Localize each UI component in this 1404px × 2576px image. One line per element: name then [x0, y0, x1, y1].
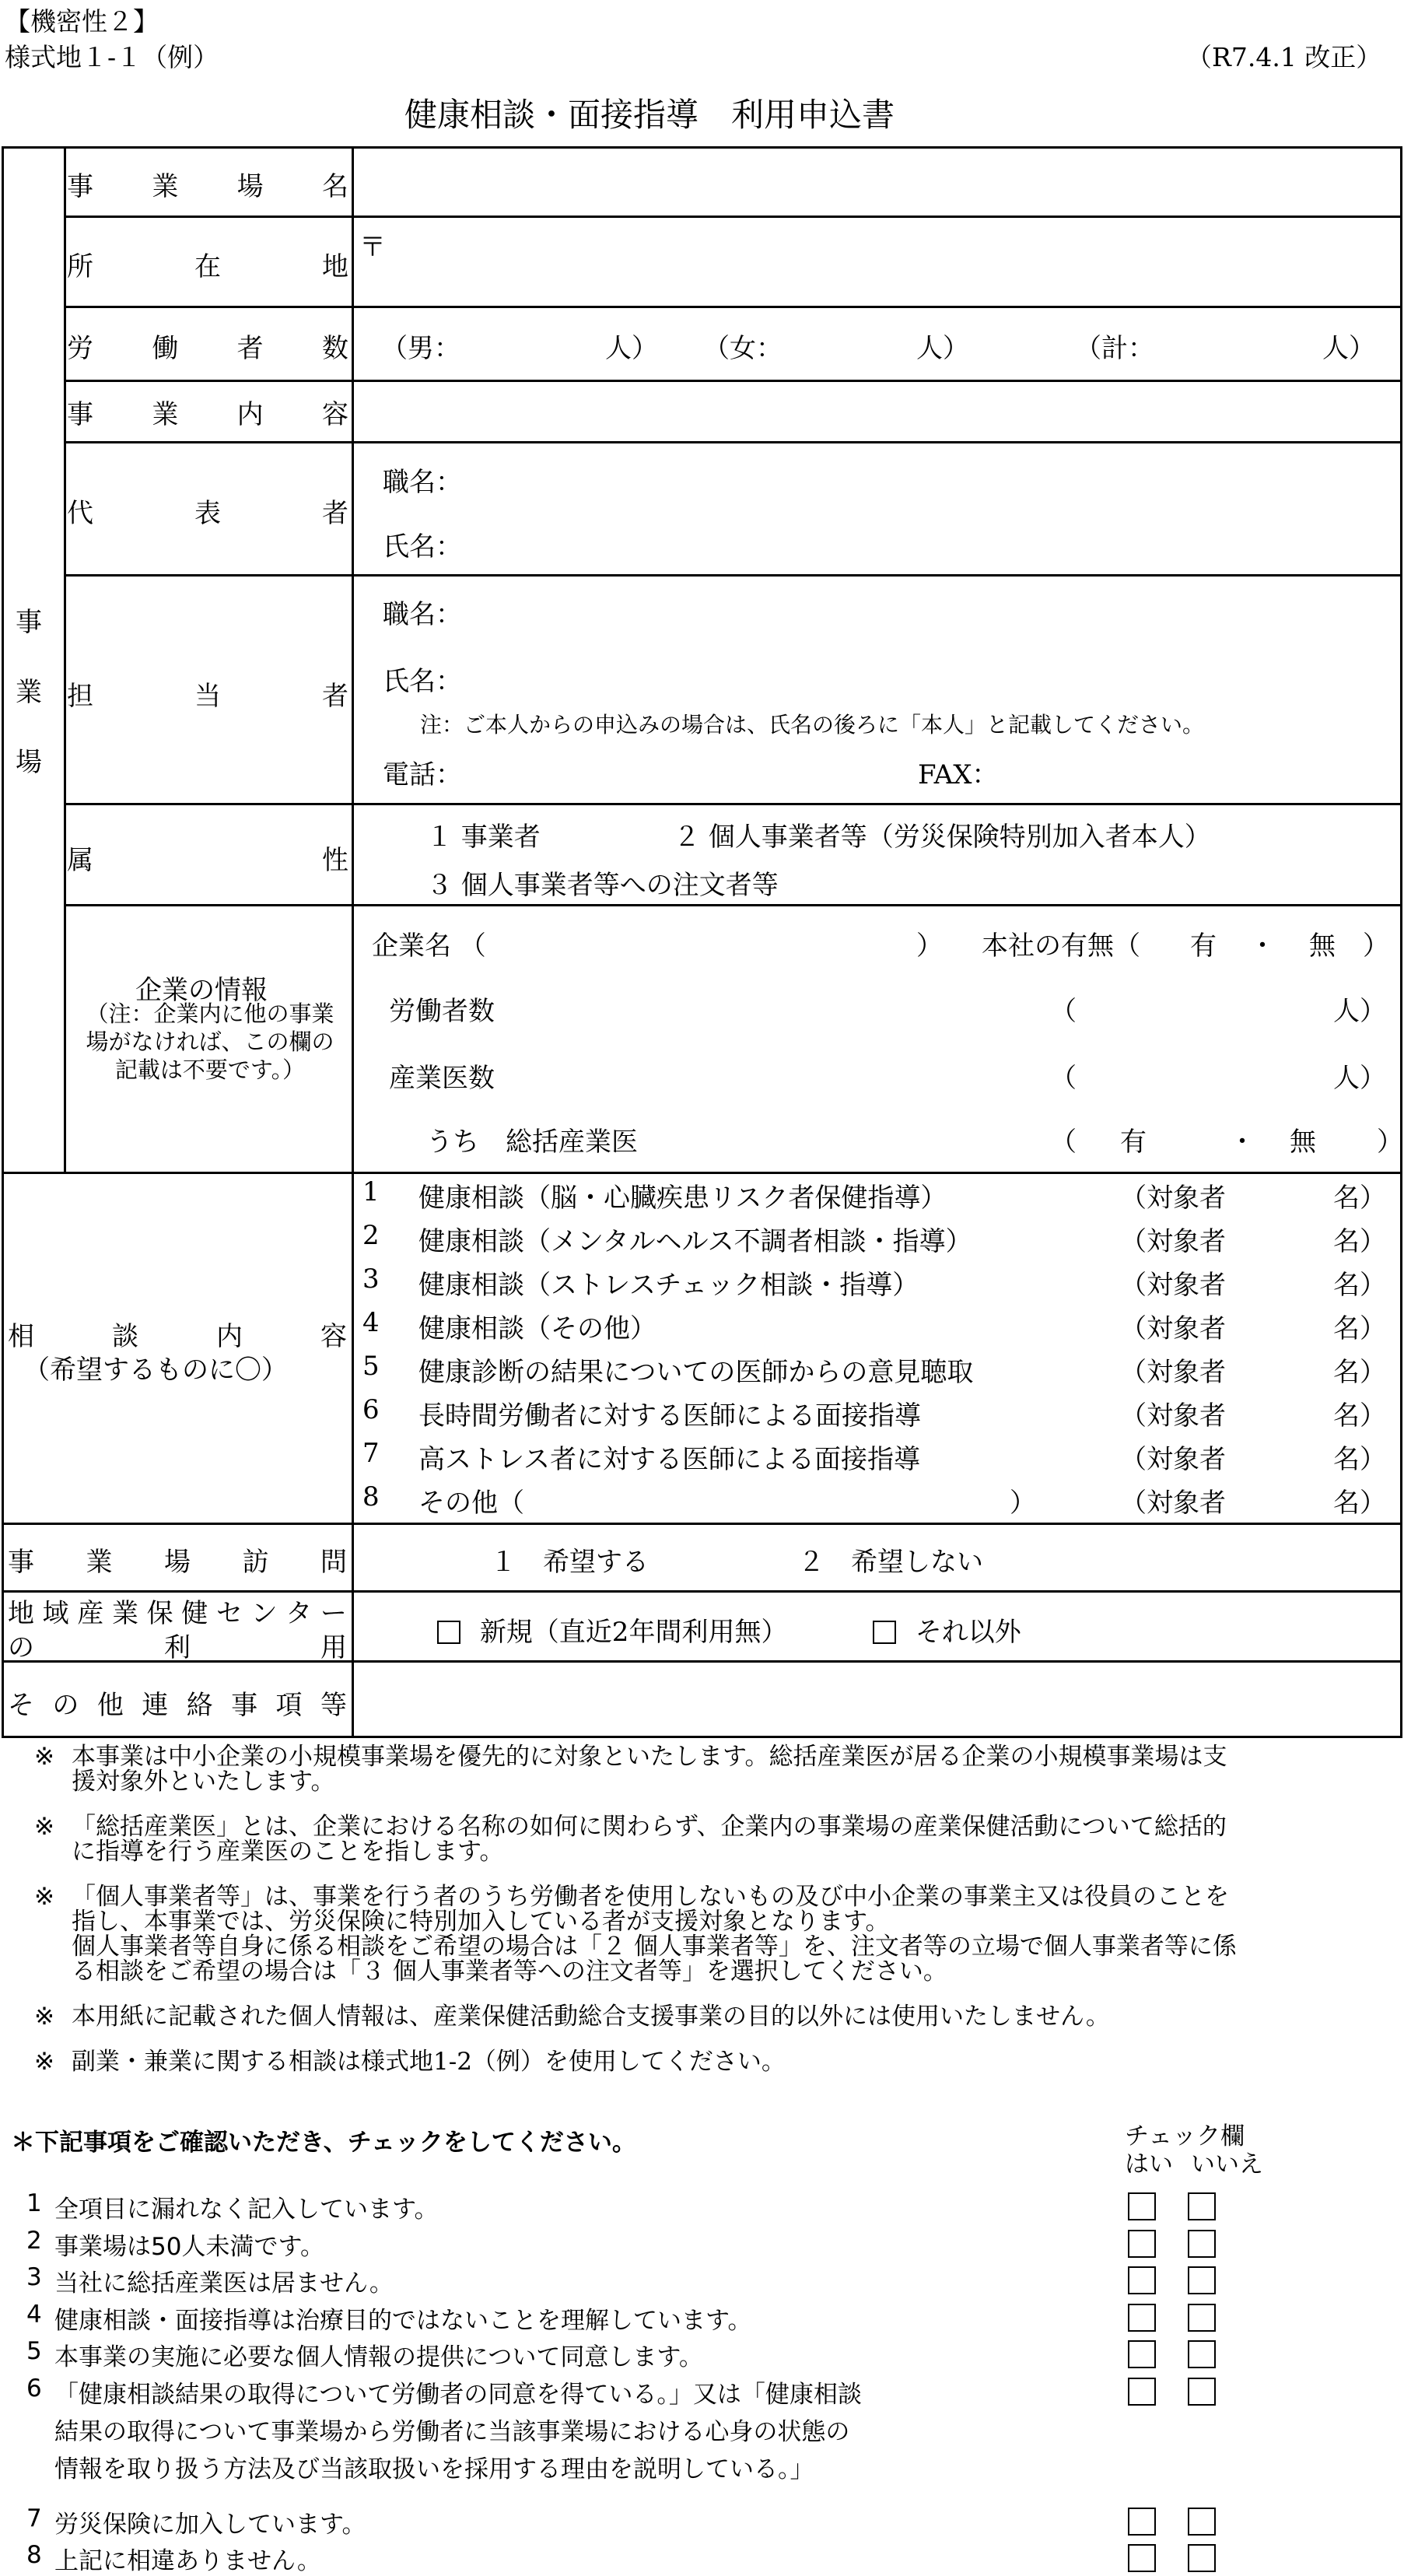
workers-label: 労 働 者 数 [67, 333, 348, 364]
checklist-no-checkbox[interactable] [1188, 2544, 1216, 2572]
checklist-item-number: 8 [26, 2541, 42, 2569]
consult-label: 相 談 内 容 [8, 1321, 347, 1352]
general-doctor-dot: ・ [1229, 1127, 1255, 1158]
checklist-item-number: 5 [26, 2337, 42, 2365]
workers-total-unit: 人） [1322, 333, 1375, 364]
contact-tel-field[interactable]: 電話： [383, 759, 462, 790]
consult-target-count[interactable]: （対象者 [1120, 1400, 1226, 1432]
checklist-no-checkbox[interactable] [1188, 2304, 1216, 2332]
general-doctor-close: ） [1377, 1127, 1403, 1158]
consult-target-count[interactable]: （対象者 [1120, 1488, 1226, 1519]
checklist-item-number: 1 [26, 2189, 42, 2217]
checkbox-other[interactable] [873, 1621, 896, 1644]
consult-item-number: 4 [362, 1307, 380, 1338]
consult-item-number: 1 [362, 1176, 380, 1207]
note-mark: ※ [34, 1743, 54, 1771]
general-doctor-open: （ [1050, 1127, 1077, 1158]
consult-target-count[interactable]: （対象者 [1120, 1313, 1226, 1344]
checklist-item-number: 6 [26, 2374, 42, 2403]
checklist-item-number: 7 [26, 2504, 42, 2532]
checklist-item-number: 2 [26, 2227, 42, 2255]
consult-item-text[interactable]: 長時間労働者に対する医師による面接指導 [418, 1400, 921, 1432]
hq-no-option[interactable]: 無 [1309, 931, 1336, 962]
business-field[interactable] [355, 383, 1399, 440]
workers-male[interactable]: （男： [381, 333, 460, 364]
workplace-name-field[interactable] [355, 149, 1399, 215]
note-mark: ※ [34, 1813, 54, 1841]
attribute-option-3[interactable]: ３ 個人事業者等への注文者等 [426, 870, 779, 901]
consult-item-text[interactable]: 健康診断の結果についての医師からの意見聴取 [418, 1357, 974, 1388]
consult-item-text[interactable]: 健康相談（ストレスチェック相談・指導） [418, 1270, 919, 1301]
checklist-yes-checkbox[interactable] [1128, 2192, 1156, 2220]
workers-female-unit: 人） [916, 333, 969, 364]
consult-target-unit: 名） [1333, 1357, 1386, 1388]
consult-target-unit: 名） [1333, 1183, 1386, 1214]
checklist-item-text: 本事業の実施に必要な個人情報の提供について同意します。 [54, 2343, 703, 2371]
hq-close: ） [1363, 931, 1389, 962]
checklist-item-text: 労災保険に加入しています。 [54, 2511, 366, 2539]
business-label: 事 業 内 容 [67, 399, 348, 430]
consult-target-unit: 名） [1333, 1313, 1386, 1344]
other-contact-field[interactable] [355, 1663, 1399, 1735]
checklist-item-number: 3 [26, 2263, 42, 2291]
consult-item-text[interactable]: 高ストレス者に対する医師による面接指導 [418, 1444, 920, 1475]
page-title: 健康相談・面接指導 利用申込書 [404, 96, 895, 134]
checklist-no-checkbox[interactable] [1188, 2508, 1216, 2536]
note-mark: ※ [34, 1883, 54, 1911]
corp-doctor-open: （ [1050, 1063, 1077, 1094]
note-line: に指導を行う産業医のことを指します。 [72, 1838, 504, 1866]
contact-person-label: 担 当 者 [67, 681, 348, 712]
consult-item-number: 2 [362, 1220, 380, 1251]
workplace-name-label: 事 業 場 名 [67, 171, 348, 202]
center-label-line2: の 利 用 [8, 1632, 347, 1663]
consult-target-unit: 名） [1333, 1400, 1386, 1432]
consult-item-number: 3 [362, 1263, 380, 1295]
checklist-yes-checkbox[interactable] [1128, 2544, 1156, 2572]
consult-target-unit: 名） [1333, 1488, 1386, 1519]
corp-workers-open: （ [1050, 996, 1077, 1027]
checklist-no-checkbox[interactable] [1188, 2378, 1216, 2406]
consult-item-number: 7 [362, 1438, 380, 1469]
rep-name-field[interactable]: 氏名： [383, 531, 462, 563]
checklist-yes-checkbox[interactable] [1128, 2378, 1156, 2406]
contact-fax-field[interactable]: FAX： [918, 759, 999, 790]
center-new-option[interactable]: 新規（直近2年間利用無） [437, 1610, 787, 1649]
revision-label: （R7.4.1 改正） [1186, 42, 1382, 72]
consult-item-text[interactable]: 健康相談（メンタルヘルス不調者相談・指導） [418, 1226, 972, 1257]
checklist-col-title: チェック欄 [1125, 2122, 1245, 2150]
corp-name-field[interactable]: 企業名 （ [372, 931, 486, 962]
workers-total[interactable]: （計： [1075, 333, 1154, 364]
contact-name-field[interactable]: 氏名： [383, 666, 462, 697]
consult-item-number: 6 [362, 1394, 380, 1425]
contact-note: 注：ご本人からの申込みの場合は、氏名の後ろに「本人」と記載してください。 [420, 712, 1205, 738]
workers-male-unit: 人） [605, 333, 658, 364]
consult-target-unit: 名） [1333, 1270, 1386, 1301]
other-contact-label: そ の 他 連 絡 事 項 等 [8, 1690, 347, 1721]
consult-item-number: 8 [362, 1481, 380, 1512]
hq-label: 本社の有無（ [982, 931, 1140, 962]
corp-info-note: （注：企業内に他の事業場がなければ、この欄の記載は不要です。） [86, 1001, 334, 1083]
center-other-option[interactable]: それ以外 [873, 1610, 1021, 1649]
checklist-yes-header: はい [1125, 2150, 1173, 2178]
checklist-yes-checkbox[interactable] [1128, 2340, 1156, 2368]
consult-other-close: ） [1010, 1488, 1036, 1519]
checklist-item-text: 上記に相違ありません。 [54, 2547, 321, 2575]
note-line: 本用紙に記載された個人情報は、産業保健活動総合支援事業の目的以外には使用いたしません。 [72, 2003, 1110, 2031]
form-id: 様式地１-１（例） [5, 42, 219, 72]
consult-item-text[interactable]: その他（ [418, 1488, 524, 1519]
attribute-option-1[interactable]: １ 事業者 [426, 822, 541, 853]
visit-option-1[interactable]: １ 希望する [490, 1547, 649, 1578]
checklist-item-text: 事業場は50人未満です。 [54, 2233, 324, 2261]
checklist-item-text: 当社に総括産業医は居ません。 [54, 2269, 394, 2297]
attribute-option-2[interactable]: ２ 個人事業者等（労災保険特別加入者本人） [674, 822, 1211, 853]
note-line: る相談をご希望の場合は「３ 個人事業者等への注文者等」を選択してください。 [72, 1957, 947, 1985]
corp-name-close: ） [916, 931, 943, 962]
note-line: 副業・兼業に関する相談は様式地1-2（例）を使用してください。 [72, 2048, 786, 2076]
corp-doctor-label: 産業医数 [389, 1063, 495, 1094]
note-line: 「総括産業医」とは、企業における名称の如何に関わらず、企業内の事業場の産業保健活動について総括的 [72, 1813, 1227, 1841]
checklist-yes-checkbox[interactable] [1128, 2230, 1156, 2258]
note-mark: ※ [34, 2003, 54, 2031]
hq-dot: ・ [1249, 931, 1276, 962]
consult-target-count[interactable]: （対象者 [1120, 1270, 1226, 1301]
corp-workers-label: 労働者数 [389, 996, 495, 1027]
checklist-yes-checkbox[interactable] [1128, 2508, 1156, 2536]
note-line: 指し、本事業では、労災保険に特別加入している者が支援対象となります。 [72, 1908, 890, 1936]
checklist-no-checkbox[interactable] [1188, 2230, 1216, 2258]
general-doctor-label: うち 総括産業医 [426, 1127, 638, 1158]
address-label: 所 在 地 [67, 251, 348, 282]
note-line: 「個人事業者等」は、事業を行う者のうち労働者を使用しないもの及び中小企業の事業主又は役員のことを [72, 1883, 1229, 1911]
consult-target-count[interactable]: （対象者 [1120, 1357, 1226, 1388]
contact-title-field[interactable]: 職名： [383, 599, 462, 630]
address-field[interactable] [355, 219, 1399, 304]
attribute-label: 属 性 [67, 845, 348, 876]
checklist-item-text: 結果の取得について事業場から労働者に当該事業場における心身の状態の [54, 2418, 850, 2446]
corp-doctor-unit: 人） [1333, 1063, 1386, 1094]
consult-target-unit: 名） [1333, 1444, 1386, 1475]
note-line: 個人事業者等自身に係る相談をご希望の場合は「２ 個人事業者等」を、注文者等の立場で個人事業者等に係 [72, 1933, 1237, 1961]
consult-target-unit: 名） [1333, 1226, 1386, 1257]
checklist-item-text: 健康相談・面接指導は治療目的ではないことを理解しています。 [54, 2307, 752, 2335]
checkbox-new[interactable] [437, 1621, 460, 1644]
checklist-no-checkbox[interactable] [1188, 2266, 1216, 2294]
consult-target-count[interactable]: （対象者 [1120, 1183, 1226, 1214]
checklist-yes-checkbox[interactable] [1128, 2304, 1156, 2332]
corp-info-label: 企業の情報 [135, 975, 268, 1006]
hq-yes-option[interactable]: 有 [1190, 931, 1217, 962]
checklist-intro: ＊下記事項をご確認いただき、チェックをしてください。 [11, 2129, 636, 2157]
consult-item-number: 5 [362, 1351, 380, 1382]
confidentiality-label: 【機密性２】 [5, 6, 159, 37]
general-doctor-no-option[interactable]: 無 [1290, 1127, 1316, 1158]
note-line: 本事業は中小企業の小規模事業場を優先的に対象といたします。総括産業医が居る企業の小規模事業場は支 [72, 1743, 1227, 1771]
checklist-item-number: 4 [26, 2301, 42, 2329]
visit-label: 事 業 場 訪 問 [8, 1547, 347, 1578]
checklist-item-text: 「健康相談結果の取得について労働者の同意を得ている。」又は「健康相談 [54, 2381, 862, 2409]
checklist-no-checkbox[interactable] [1188, 2192, 1216, 2220]
checklist-item-text: 全項目に漏れなく記入しています。 [54, 2196, 439, 2224]
note-mark: ※ [34, 2048, 54, 2076]
consult-sublabel: （希望するものに〇） [23, 1355, 288, 1386]
checklist-yes-checkbox[interactable] [1128, 2266, 1156, 2294]
rep-title-field[interactable]: 職名： [383, 467, 462, 498]
general-doctor-yes-option[interactable]: 有 [1120, 1127, 1147, 1158]
checklist-item-text: 情報を取り扱う方法及び当該取扱いを採用する理由を説明している。」 [54, 2455, 814, 2483]
postal-mark: 〒 [359, 232, 386, 263]
checklist-no-checkbox[interactable] [1188, 2340, 1216, 2368]
center-label-line1: 地 域 産 業 保 健 セ ン タ ー [8, 1598, 347, 1629]
corp-workers-unit: 人） [1333, 996, 1386, 1027]
checklist-no-header: いいえ [1191, 2150, 1263, 2178]
note-line: 援対象外といたします。 [72, 1768, 335, 1796]
representative-label: 代 表 者 [67, 498, 348, 529]
consult-target-count[interactable]: （対象者 [1120, 1226, 1226, 1257]
workers-female[interactable]: （女： [703, 333, 783, 364]
consult-item-text[interactable]: 健康相談（その他） [418, 1313, 656, 1344]
consult-item-text[interactable]: 健康相談（脳・心臓疾患リスク者保健指導） [418, 1183, 947, 1214]
section-label-workplace: 事 業 場 [16, 607, 42, 778]
visit-option-2[interactable]: ２ 希望しない [798, 1547, 983, 1578]
consult-target-count[interactable]: （対象者 [1120, 1444, 1226, 1475]
